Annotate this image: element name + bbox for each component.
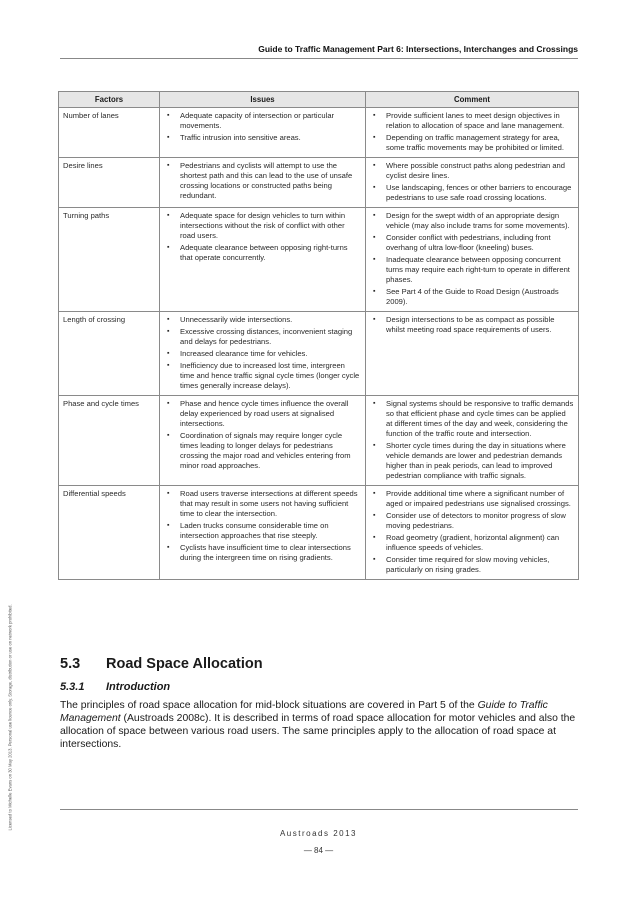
factor-cell: Phase and cycle times	[59, 396, 160, 486]
comment-item: ▪ Design intersections to be as compact as possible whilst meeting road space requirements of users.	[370, 315, 574, 335]
factor-cell: Differential speeds	[59, 486, 160, 580]
comment-cell	[366, 208, 579, 312]
comment-item: ▪ Design for the swept width of an appropriate design vehicle (may also include trams for some movements).	[370, 211, 574, 231]
comment-item: ▪ Road geometry (gradient, horizontal alignment) can influence speeds of vehicles.	[370, 533, 574, 553]
comment-cell	[366, 312, 579, 396]
footer-organisation: Austroads 2013	[279, 829, 358, 838]
comment-item: ▪ Depending on traffic management strategy for area, some traffic movements may be prohibited or limited.	[370, 133, 574, 153]
issues-cell	[160, 396, 366, 486]
issue-item: ▪ Inefficiency due to increased lost time, intergreen time and hence traffic signal cycle times (longer cycle times generally increase delays).	[164, 361, 361, 391]
factors-table	[58, 91, 579, 580]
issues-cell	[160, 486, 366, 580]
comment-item: ▪ Consider time required for slow moving vehicles, particularly on rising grades.	[370, 555, 574, 575]
comment-item: ▪ Signal systems should be responsive to traffic demands so that efficient phase and cycle times can be applied at different times of the day and week, considering the function of the traffic route and intersection.	[370, 399, 574, 439]
issue-item: ▪ Traffic intrusion into sensitive areas.	[164, 133, 361, 143]
issues-cell	[160, 108, 366, 158]
comment-item: ▪ See Part 4 of the Guide to Road Design (Austroads 2009).	[370, 287, 574, 307]
issues-cell	[160, 208, 366, 312]
guide-title-reference: Guide to Traffic Management	[60, 700, 548, 724]
comment-cell	[366, 486, 579, 580]
table-row	[59, 108, 579, 158]
footer-rule	[60, 809, 578, 810]
comment-item: ▪ Provide additional time where a significant number of aged or impaired pedestrians use signalised crossings.	[370, 489, 574, 509]
section-number: 5.3	[60, 656, 81, 672]
issue-item: ▪ Coordination of signals may require longer cycle times leading to longer delays for pedestrians crossing the major road and vehicles entering from minor road approaches.	[164, 431, 361, 471]
paragraph-text-start: The principles of road space allocation for mid-block situations are covered in Part 5 of the	[60, 700, 478, 711]
intro-paragraph	[60, 699, 578, 751]
comment-cell	[366, 396, 579, 486]
factor-cell: Desire lines	[59, 158, 160, 208]
subsection-title: Introduction	[106, 681, 171, 693]
issue-item: ▪ Cyclists have insufficient time to clear intersections during the intergreen time on rising gradients.	[164, 543, 361, 563]
issue-item: ▪ Adequate space for design vehicles to turn within intersections without the risk of conflict with other road users.	[164, 211, 361, 241]
comment-item: ▪ Shorter cycle times during the day in situations where vehicle demands are lower and pedestrian demands higher than in peak periods, can lead to improved pedestrian compliance with traffic signals.	[370, 441, 574, 481]
comment-item: ▪ Consider use of detectors to monitor progress of slow moving pedestrians.	[370, 511, 574, 531]
issue-item: ▪ Phase and hence cycle times influence the overall delay experienced by road users at signalised intersections.	[164, 399, 361, 429]
column-header-factors: Factors	[59, 92, 160, 108]
factor-cell: Length of crossing	[59, 312, 160, 396]
table-header-row	[59, 92, 579, 108]
factor-cell: Number of lanes	[59, 108, 160, 158]
comment-item: ▪ Consider conflict with pedestrians, including front overhang of ultra low-floor (kneeling) buses.	[370, 233, 574, 253]
comment-item: ▪ Where possible construct paths along pedestrian and cyclist desire lines.	[370, 161, 574, 181]
issue-item: ▪ Excessive crossing distances, inconvenient staging and delays for pedestrians.	[164, 327, 361, 347]
factor-cell: Turning paths	[59, 208, 160, 312]
section-title: Road Space Allocation	[106, 656, 263, 672]
comment-item: ▪ Inadequate clearance between opposing concurrent turns may require each right-turn to operate in different phases.	[370, 255, 574, 285]
issue-item: ▪ Pedestrians and cyclists will attempt to use the shortest path and this can lead to the use of unsafe crossing locations or constructed paths being redundant.	[164, 161, 361, 201]
table-row	[59, 396, 579, 486]
issues-cell	[160, 158, 366, 208]
column-header-comment: Comment	[366, 92, 579, 108]
issue-item: ▪ Increased clearance time for vehicles.	[164, 349, 361, 359]
issue-item: ▪ Adequate capacity of intersection or particular movements.	[164, 111, 361, 131]
table-row	[59, 486, 579, 580]
running-header: Guide to Traffic Management Part 6: Intersections, Interchanges and Crossings	[258, 44, 578, 54]
paragraph-text-end: (Austroads 2008c). It is described in terms of road space allocation for motor vehicles and also the allocation of space between various road users. The same principles apply to the allocation of road space at intersections.	[60, 713, 576, 750]
subsection-number: 5.3.1	[60, 681, 85, 693]
issue-item: ▪ Unnecessarily wide intersections.	[164, 315, 361, 325]
table-row	[59, 158, 579, 208]
table-row	[59, 208, 579, 312]
licence-notice: Licensed to Michelle Evans on 30 May 2013. Personal use licence only. Storage, distribution or use on network prohibited.	[7, 604, 13, 831]
issues-cell	[160, 312, 366, 396]
header-rule	[60, 58, 578, 59]
page-number: — 84 —	[303, 846, 334, 855]
issue-item: ▪ Adequate clearance between opposing right-turns that operate concurrently.	[164, 243, 361, 263]
comment-item: ▪ Provide sufficient lanes to meet design objectives in relation to allocation of space and lane management.	[370, 111, 574, 131]
issue-item: ▪ Laden trucks consume considerable time on intersection approaches that rise steeply.	[164, 521, 361, 541]
comment-item: ▪ Use landscaping, fences or other barriers to encourage pedestrians to use safe road crossing locations.	[370, 183, 574, 203]
column-header-issues: Issues	[160, 92, 366, 108]
comment-cell	[366, 158, 579, 208]
table-row	[59, 312, 579, 396]
issue-item: ▪ Road users traverse intersections at different speeds that may result in some users not having sufficient time to clear the intersection.	[164, 489, 361, 519]
comment-cell	[366, 108, 579, 158]
